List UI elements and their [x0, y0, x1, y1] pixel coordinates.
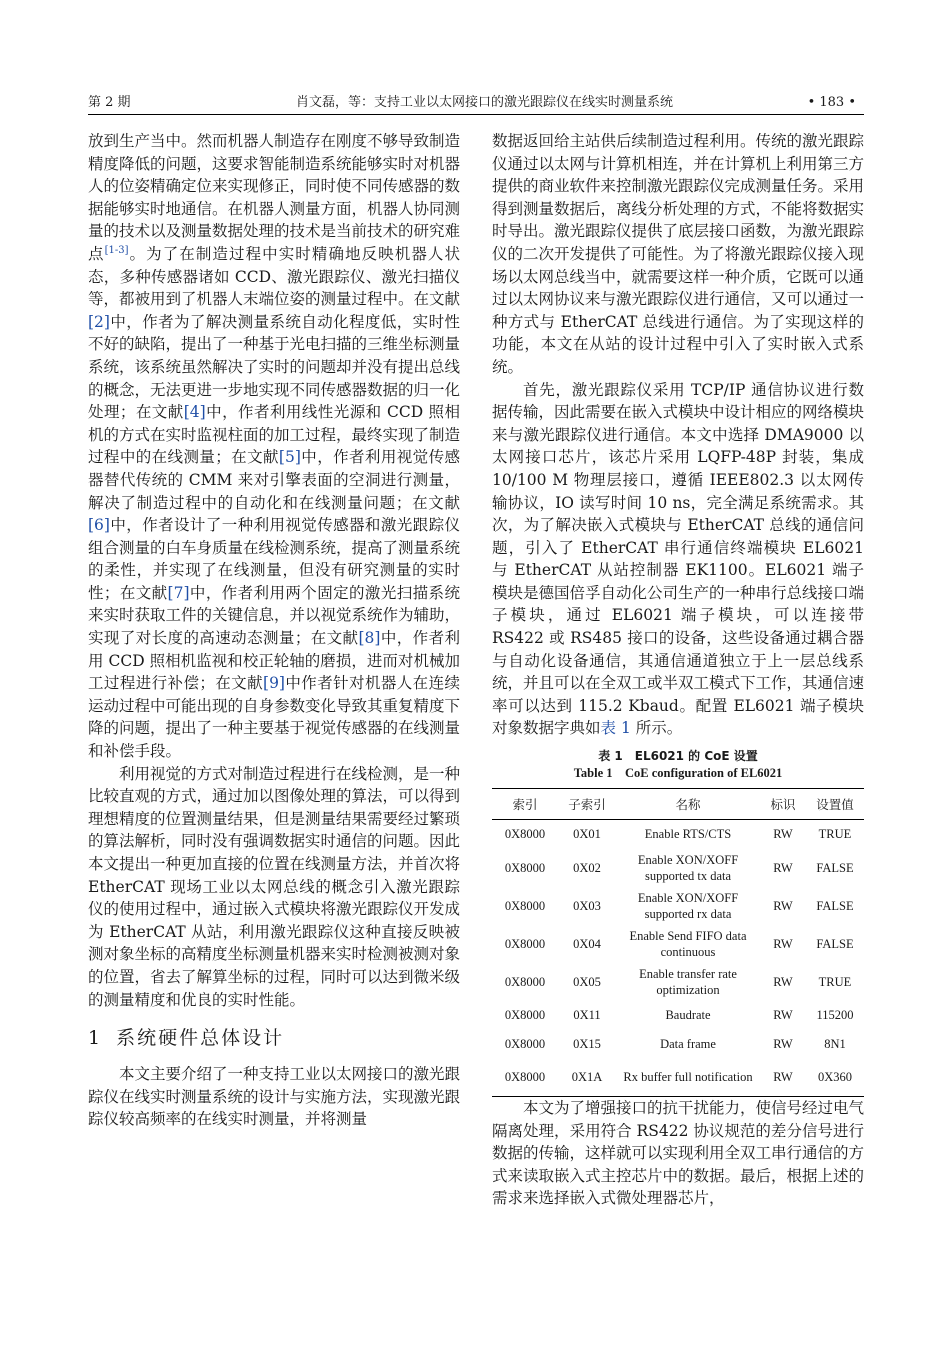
section-title: 系统硬件总体设计 [116, 1027, 285, 1050]
cell-name: Enable XON/XOFF supported tx data [637, 852, 739, 883]
cell-index: 0X8000 [504, 898, 546, 913]
cell-subindex: 0X05 [573, 974, 601, 989]
running-header [88, 92, 864, 115]
cell-value: 8N1 [824, 1037, 846, 1052]
cell-index: 0X8000 [504, 1008, 546, 1023]
citation-link[interactable]: [2] [88, 312, 110, 331]
cell-subindex: 0X01 [573, 827, 601, 842]
cell-value: TRUE [818, 974, 852, 989]
cell-name: Enable transfer rate optimization [639, 966, 737, 997]
cell-subindex: 0X02 [573, 860, 601, 875]
cell-value: 115200 [816, 1008, 854, 1023]
coe-table [492, 788, 864, 1097]
section-number: 1 [88, 1027, 103, 1050]
table-row [492, 1059, 864, 1097]
running-title: 肖文磊，等：支持工业以太网接口的激光跟踪仪在线实时测量系统 [296, 95, 674, 110]
right-paragraph-3: 本文为了增强接口的抗干扰能力，使信号经过电气隔离处理，采用符合 RS422 协议规范的差分信号进行数据的传输，这样就可以实现利用全双工串行通信的方式来读取嵌入式主控芯片中的数据。最后，根据上述的需求来选择嵌入式微处理器芯片， [492, 1099, 865, 1208]
cell-name: Enable XON/XOFF supported rx data [637, 890, 739, 921]
cell-flag: RW [773, 860, 793, 875]
cell-subindex: 0X1A [571, 1070, 603, 1085]
header-name: 名称 [675, 797, 701, 813]
cell-name: Baudrate [665, 1008, 711, 1023]
citation-link[interactable]: [6] [88, 516, 110, 535]
table-row [492, 1030, 864, 1059]
cell-subindex: 0X15 [573, 1037, 601, 1052]
table-row [492, 887, 864, 925]
right-paragraph-1: 数据返回给主站供后续制造过程利用。传统的激光跟踪仪通过以太网与计算机相连，并在计算机上利用第三方提供的商业软件来控制激光跟踪仪完成测量任务。采用得到测量数据后，离线分析处理的方式，不能将数据实时导出。激光跟踪仪提供了底层接口函数，为激光跟踪仪的二次开发提供了可能性。为了将激光跟踪仪接入现场以太网总线当中，就需要这样一种介质，它既可以通过以太网协议来与激光跟踪仪进行通信，又可以通过一种方式与 EtherCAT 总线进行通信。为了实现这样的功能，本文在从站的设计过程中引入了实时嵌入式系统。 [492, 132, 865, 376]
cell-flag: RW [773, 1008, 793, 1023]
header-flag: 标识 [770, 797, 796, 813]
page-number: • 183 • [807, 95, 856, 110]
cell-value: FALSE [816, 936, 854, 951]
table-row [492, 963, 864, 1001]
cell-name: Enable Send FIFO data continuous [629, 928, 747, 959]
cell-flag: RW [773, 974, 793, 989]
citation-link[interactable]: [4] [183, 403, 206, 422]
cell-flag: RW [773, 1070, 793, 1085]
section-heading [88, 1025, 460, 1051]
cell-index: 0X8000 [504, 936, 546, 951]
header-index: 索引 [512, 797, 538, 813]
citation-link[interactable]: [8] [358, 629, 381, 648]
table-row [492, 820, 864, 849]
cell-index: 0X8000 [504, 974, 546, 989]
cell-name: Data frame [660, 1037, 716, 1052]
citation-link[interactable]: [7] [167, 583, 190, 602]
table-row [492, 925, 864, 963]
right-paragraph-2: 首先，激光跟踪仪采用 TCP/IP 通信协议进行数据传输，因此需要在嵌入式模块中设计相应的网络模块来与激光跟踪仪进行通信。本文中选择 DMA9000 以太网接口芯片，该芯片采用 LQFP-48P 封装，集成 10/100 M 物理层接口，遵循 IEEE802.3 以太网传输协议，IO 读写时间 10 ns，完全满足系统需求。其次，为了解决嵌入式模块与 EtherCAT 总线的通信问题，引入了 EtherCAT 串行通信终端模块 EL6021 与 EtherCAT 从站控制器 EK1100。EL6021 端子模块是德国倍孚自动化公司生产的一种串行总线接口端子模块，通过 EL6021 端子模块，可以连接带 RS422 或 RS485 接口的设备，这些设备通过耦合器与自动化设备通信，其通信通道独立于上一层总线系统，并且可以在全双工或半双工模式下工作，其通信速率可以达到 115.2 Kbaud。配置 EL6021 端子模块对象数据字典如表 1 所示。 [492, 380, 865, 738]
header-value: 设置值 [816, 797, 854, 813]
table-header-row [492, 789, 864, 820]
cell-flag: RW [773, 827, 793, 842]
left-paragraph-1: 放到生产当中。然而机器人制造存在刚度不够导致制造精度降低的问题，这要求智能制造系统能够实时对机器人的位姿精确定位来实现修正，同时使不同传感器的数据能够实时地通信。在机器人测量方面，机器人协同测量的技术以及测量数据处理的技术是当前技术的研究难点[1-3]。为了在制造过程中实时精确地反映机器人状态，多种传感器诸如 CCD、激光跟踪仪、激光扫描仪等，都被用到了机器人末端位姿的测量过程中。在文献[2]中，作者为了解决测量系统自动化程度低，实时性不好的缺陷，提出了一种基于光电扫描的三维坐标测量系统，该系统虽然解决了实时的问题却并没有提出总线的概念，无法更进一步地实现不同传感器数据的归一化处理；在文献[4]中，作者利用线性光源和 CCD 照相机的方式在实时监视柱面的加工过程，最终实现了制造过程中的在线测量；在文献[5]中，作者利用视觉传感器替代传统的 CMM 来对引擎表面的空洞进行测量，解决了制造过程中的自动化和在线测量问题；在文献[6]中，作者设计了一种利用视觉传感器和激光跟踪仪组合测量的白车身质量在线检测系统，提高了测量系统的柔性，并实现了在线测量，但没有研究测量的实时性；在文献[7]中，作者利用两个固定的激光扫描系统来实时获取工件的关键信息，并以视觉系统作为辅助，实现了对长度的高速动态测量；在文献[8]中，作者利用 CCD 照相机监视和校正轮轴的磨损，进而对机械加工过程进行补偿；在文献[9]中作者针对机器人在连续运动过程中可能出现的自身参数变化导致其重复精度下降的问题，提出了一种主要基于视觉传感器的在线测量和补偿手段。 [88, 132, 461, 761]
citation-link[interactable]: [9] [263, 674, 285, 693]
left-paragraph-2: 利用视觉的方式对制造过程进行在线检测，是一种比较直观的方式，通过加以图像处理的算法，可以得到理想精度的位置测量结果，但是测量结果需要经过繁琐的算法解析，同时没有强调数据实时通信的问题。因此本文提出一种更加直接的位置在线测量方法，并首次将 EtherCAT 现场工业以太网总线的概念引入激光跟踪仪的使用过程中，通过嵌入式模块将激光跟踪仪开发成为 EtherCAT 从站，利用激光跟踪仪这种直接反映被测对象坐标的高精度坐标测量机器来实时检测被测对象的位置，省去了解算坐标的过程，同时可以达到微米级的测量精度和优良的实时性能。 [88, 764, 461, 1009]
table-caption-cn: 表 1 EL6021 的 CoE 设置 [598, 749, 758, 764]
left-paragraph-3: 本文主要介绍了一种支持工业以太网接口的激光跟踪仪在线实时测量系统的设计与实施方法，实现激光跟踪仪较高频率的在线实时测量，并将测量 [88, 1065, 461, 1129]
table-row [492, 1001, 864, 1030]
cell-value: FALSE [816, 898, 854, 913]
citation-link[interactable]: [1-3] [104, 244, 129, 256]
left-column [88, 130, 460, 1131]
cell-index: 0X8000 [504, 1037, 546, 1052]
issue-number: 第 2 期 [88, 95, 131, 110]
cell-flag: RW [773, 898, 793, 913]
header-subindex: 子索引 [568, 797, 606, 813]
cell-subindex: 0X03 [573, 898, 601, 913]
right-column [492, 130, 864, 1210]
cell-index: 0X8000 [504, 860, 546, 875]
cell-index: 0X8000 [504, 1070, 546, 1085]
cell-value: TRUE [818, 827, 852, 842]
table-link[interactable]: 表 1 [600, 719, 631, 738]
cell-index: 0X8000 [504, 827, 546, 842]
citation-link[interactable]: [5] [278, 448, 301, 467]
cell-subindex: 0X04 [573, 936, 601, 951]
cell-value: 0X360 [817, 1070, 853, 1085]
cell-subindex: 0X11 [573, 1008, 601, 1023]
cell-name: Enable RTS/CTS [644, 827, 732, 842]
table-row [492, 849, 864, 887]
cell-name: Rx buffer full notification [623, 1070, 753, 1085]
cell-flag: RW [773, 936, 793, 951]
cell-flag: RW [773, 1037, 793, 1052]
cell-value: FALSE [816, 860, 854, 875]
table-caption-en: Table 1 CoE configuration of EL6021 [573, 766, 783, 781]
